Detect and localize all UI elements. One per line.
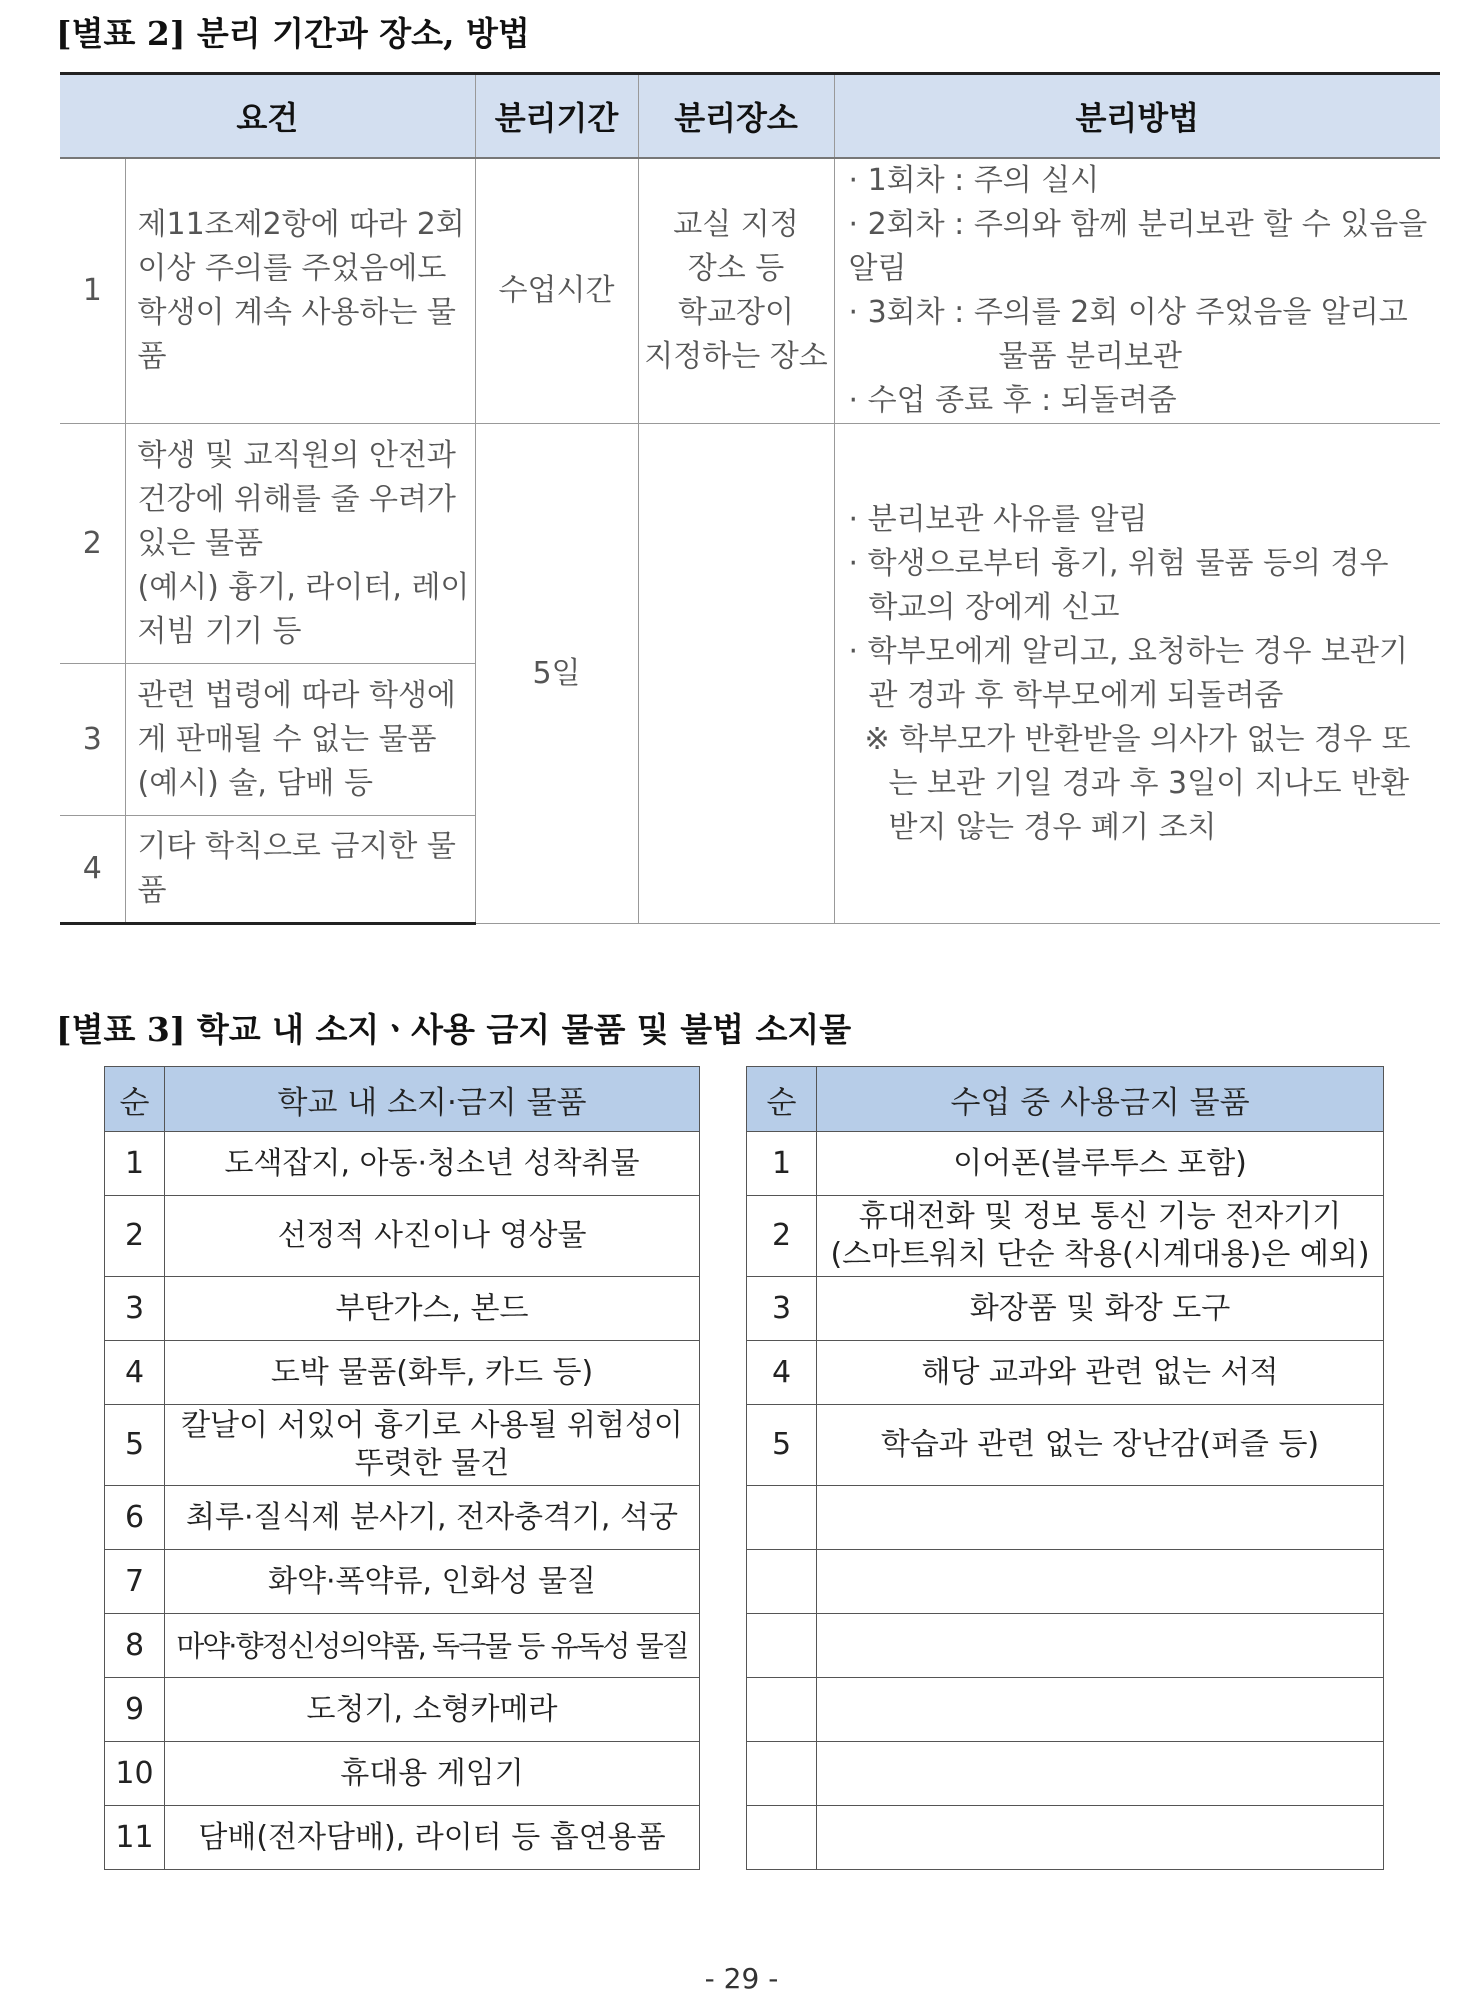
- method-note-line: ※ 학부모가 반환받을 의사가 없는 경우 또: [864, 721, 1411, 757]
- table-row: [747, 1341, 1384, 1405]
- method-line: · 3회차 : 주의를 2회 이상 주었음을 알리고: [848, 295, 1408, 330]
- table-row: [60, 158, 1440, 424]
- item-line: (스마트워치 단순 착용(시계대용)은 예외): [830, 1237, 1370, 1272]
- requirement-line: 건강에 위해를 줄 우려가: [137, 481, 456, 517]
- table-row: [105, 1806, 700, 1870]
- table2-header-row: [60, 74, 1440, 159]
- table-row: [105, 1405, 700, 1486]
- requirement-line: (예시) 술, 담배 등: [137, 765, 373, 801]
- empty-row: [747, 1678, 1384, 1742]
- empty-cell: [747, 1806, 817, 1870]
- place-line: 교실 지정: [673, 207, 799, 242]
- header-order: 순: [747, 1067, 817, 1132]
- requirement-line: 있은 물품: [137, 525, 263, 561]
- row-number: 4: [747, 1341, 817, 1405]
- row-number: 6: [105, 1486, 165, 1550]
- empty-cell: [817, 1742, 1384, 1806]
- table2-title: [별표 2] 분리 기간과 장소, 방법: [56, 14, 530, 53]
- table-row: [105, 1614, 700, 1678]
- place-line: 장소 등: [687, 251, 785, 286]
- empty-cell: [817, 1678, 1384, 1742]
- row-number: 9: [105, 1678, 165, 1742]
- empty-cell: [747, 1742, 817, 1806]
- table-row: [747, 1196, 1384, 1277]
- requirement-line: 게 판매될 수 없는 물품: [137, 721, 437, 757]
- school-prohibited-items-table: [104, 1066, 700, 1870]
- period-cell: 수업시간: [475, 158, 638, 424]
- row-number: 3: [747, 1277, 817, 1341]
- row-number: 1: [747, 1132, 817, 1196]
- item-cell: 최루·질식제 분사기, 전자충격기, 석궁: [165, 1486, 700, 1550]
- item-cell: 학습과 관련 없는 장난감(퍼즐 등): [817, 1405, 1384, 1486]
- empty-row: [747, 1614, 1384, 1678]
- item-cell: 해당 교과와 관련 없는 서적: [817, 1341, 1384, 1405]
- empty-cell: [817, 1550, 1384, 1614]
- item-line: 칼날이 서있어 흉기로 사용될 위험성이: [181, 1408, 683, 1443]
- table3-right-header-row: [747, 1067, 1384, 1132]
- empty-row: [747, 1806, 1384, 1870]
- item-cell: 담배(전자담배), 라이터 등 흡연용품: [165, 1806, 700, 1870]
- item-cell: 이어폰(블루투스 포함): [817, 1132, 1384, 1196]
- table-row: [747, 1405, 1384, 1486]
- row-number: 2: [747, 1196, 817, 1277]
- requirement-cell: 제11조제2항에 따라 2회 이상 주의를 주었음에도 학생이 계속 사용하는 물품: [125, 158, 475, 424]
- row-number: 2: [105, 1196, 165, 1277]
- header-period: 분리기간: [475, 74, 638, 159]
- table-row: [105, 1550, 700, 1614]
- requirement-line: (예시) 흉기, 라이터, 레이: [137, 569, 470, 605]
- table-row: [105, 1277, 700, 1341]
- empty-row: [747, 1486, 1384, 1550]
- empty-row: [747, 1550, 1384, 1614]
- method-line: · 2회차 : 주의와 함께 분리보관 할 수 있음을 알림: [848, 207, 1428, 286]
- table3-title: [별표 3] 학교 내 소지ㆍ사용 금지 물품 및 불법 소지물: [56, 1010, 852, 1049]
- place-line: 지정하는 장소: [644, 339, 828, 374]
- method-line: · 수업 종료 후 : 되돌려줌: [848, 383, 1177, 418]
- empty-cell: [747, 1486, 817, 1550]
- place-cell: [638, 158, 834, 424]
- row-number: 5: [747, 1405, 817, 1486]
- row-number: 11: [105, 1806, 165, 1870]
- row-number: 3: [105, 1277, 165, 1341]
- header-item: 학교 내 소지·금지 물품: [165, 1067, 700, 1132]
- method-line: · 1회차 : 주의 실시: [848, 163, 1100, 198]
- item-cell: 마약·향정신성의약품, 독극물 등 유독성 물질: [165, 1614, 700, 1678]
- method-line: 학교의 장에게 신고: [868, 589, 1120, 625]
- empty-cell: [747, 1550, 817, 1614]
- table-row: [60, 424, 1440, 664]
- item-cell: 선정적 사진이나 영상물: [165, 1196, 700, 1277]
- separation-table: [60, 72, 1440, 925]
- header-method: 분리방법: [834, 74, 1440, 159]
- method-line: · 학부모에게 알리고, 요청하는 경우 보관기: [848, 633, 1408, 669]
- empty-row: [747, 1742, 1384, 1806]
- item-cell: [817, 1196, 1384, 1277]
- table-row: [105, 1678, 700, 1742]
- method-line: · 학생으로부터 흉기, 위험 물품 등의 경우: [848, 545, 1389, 581]
- page-number: - 29 -: [704, 1962, 779, 1995]
- table-row: [105, 1341, 700, 1405]
- place-line: 학교장이: [678, 295, 794, 330]
- requirement-line: 관련 법령에 따라 학생에: [137, 677, 456, 713]
- item-cell: [165, 1405, 700, 1486]
- table-row: [747, 1132, 1384, 1196]
- item-line: 휴대전화 및 정보 통신 기능 전자기기: [858, 1199, 1342, 1234]
- item-cell: 도색잡지, 아동·청소년 성착취물: [165, 1132, 700, 1196]
- item-line: 뚜렷한 물건: [354, 1446, 510, 1481]
- empty-cell: [747, 1678, 817, 1742]
- empty-cell: [747, 1614, 817, 1678]
- row-number: 2: [60, 424, 125, 664]
- requirement-line: 학생 및 교직원의 안전과: [137, 437, 456, 473]
- header-requirement: 요건: [60, 74, 475, 159]
- item-cell: 화장품 및 화장 도구: [817, 1277, 1384, 1341]
- item-cell: 부탄가스, 본드: [165, 1277, 700, 1341]
- empty-cell: [817, 1486, 1384, 1550]
- method-line: · 분리보관 사유를 알림: [848, 501, 1148, 537]
- header-item: 수업 중 사용금지 물품: [817, 1067, 1384, 1132]
- header-place: 분리장소: [638, 74, 834, 159]
- row-number: 4: [105, 1341, 165, 1405]
- requirement-cell: [125, 664, 475, 816]
- row-number: 8: [105, 1614, 165, 1678]
- method-note-line: 는 보관 기일 경과 후 3일이 지나도 반환: [888, 765, 1410, 801]
- item-cell: 화약·폭약류, 인화성 물질: [165, 1550, 700, 1614]
- table-row: [747, 1277, 1384, 1341]
- place-cell-empty: [638, 424, 834, 924]
- empty-cell: [817, 1614, 1384, 1678]
- empty-cell: [817, 1806, 1384, 1870]
- table3-left-header-row: [105, 1067, 700, 1132]
- class-prohibited-items-table: [746, 1066, 1384, 1870]
- row-number: 10: [105, 1742, 165, 1806]
- row-number: 1: [105, 1132, 165, 1196]
- method-cell: [834, 158, 1440, 424]
- period-cell: 5일: [475, 424, 638, 924]
- requirement-cell: [125, 424, 475, 664]
- item-cell: 휴대용 게임기: [165, 1742, 700, 1806]
- requirement-cell: 기타 학칙으로 금지한 물품: [125, 816, 475, 924]
- requirement-line: 저빔 기기 등: [137, 613, 302, 649]
- method-line: 관 경과 후 학부모에게 되돌려줌: [868, 677, 1284, 713]
- row-number: 7: [105, 1550, 165, 1614]
- table-row: [105, 1196, 700, 1277]
- item-cell: 도박 물품(화투, 카드 등): [165, 1341, 700, 1405]
- table-row: [105, 1486, 700, 1550]
- item-cell: 도청기, 소형카메라: [165, 1678, 700, 1742]
- method-cell: [834, 424, 1440, 924]
- method-note-line: 받지 않는 경우 폐기 조치: [888, 809, 1217, 845]
- method-line: 물품 분리보관: [998, 339, 1182, 374]
- table-row: [105, 1132, 700, 1196]
- row-number: 1: [60, 158, 125, 424]
- row-number: 4: [60, 816, 125, 924]
- row-number: 5: [105, 1405, 165, 1486]
- header-order: 순: [105, 1067, 165, 1132]
- row-number: 3: [60, 664, 125, 816]
- table-row: [105, 1742, 700, 1806]
